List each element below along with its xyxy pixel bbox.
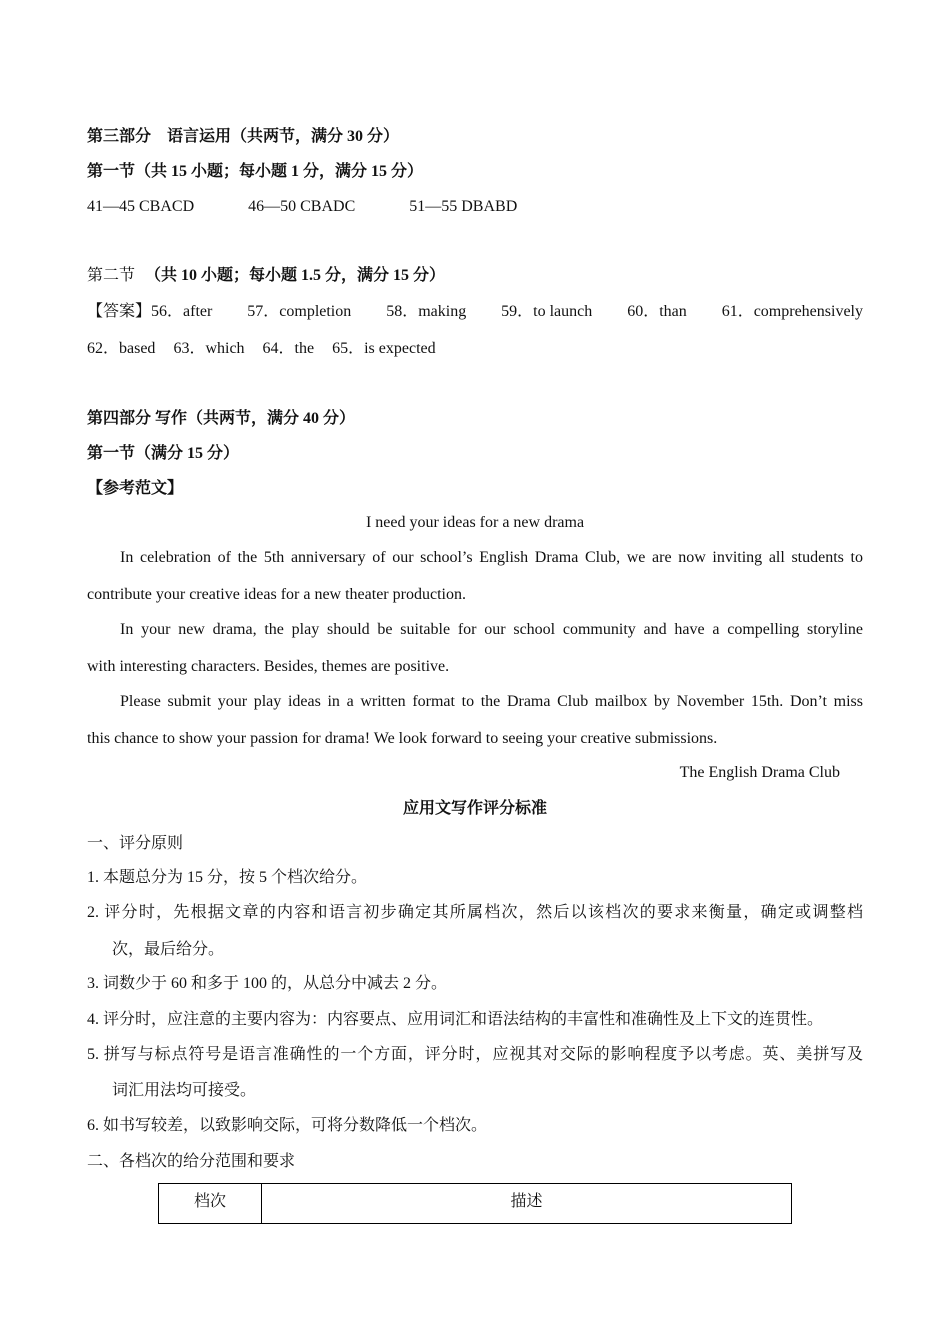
blank-answer: 64．the — [262, 340, 315, 357]
answer-tag: 【答案】 — [87, 303, 152, 320]
section1-answers — [87, 197, 863, 217]
blank-answer: 58．making — [386, 303, 467, 320]
essay-paragraph-1-line-1: In celebration of the 5th anniversary of our school’s English Drama Club, we are now inviting all students to — [120, 549, 863, 566]
blank-answers-line-1 — [87, 302, 863, 322]
blank-answer: 63．which — [173, 340, 245, 357]
blank-answers-line-2 — [87, 339, 863, 359]
rubric-title: 应用文写作评分标准 — [402, 800, 547, 817]
section2-title: （共 10 小题；每小题 1.5 分，满分 15 分） — [145, 267, 446, 284]
blank-answer: 61．comprehensively — [721, 303, 863, 320]
blank-answer: 62．based — [87, 340, 156, 357]
part3-section2-heading — [87, 266, 863, 286]
score-ranges-title: 二、各档次的给分范围和要求 — [87, 1153, 296, 1170]
blank-answer: 60．than — [627, 303, 687, 320]
blank-answer: 59．to launch — [501, 303, 593, 320]
essay-title: I need your ideas for a new drama — [365, 514, 585, 531]
section2-label: 第二节 — [87, 267, 136, 284]
principles-title: 一、评分原则 — [87, 835, 184, 852]
table-header-level: 档次 — [159, 1184, 262, 1224]
rule-5-line-2: 词汇用法均可接受。 — [112, 1082, 257, 1099]
table-header-row — [159, 1184, 792, 1224]
essay-signature: The English Drama Club — [679, 764, 840, 781]
blank-answer: 57．completion — [247, 303, 352, 320]
part3-section1-title: 第一节（共 15 小题；每小题 1 分，满分 15 分） — [87, 163, 424, 180]
rule-2-line-2: 次，最后给分。 — [112, 941, 225, 958]
rule-6: 6. 如书写较差，以致影响交际，可将分数降低一个档次。 — [87, 1117, 488, 1134]
part4-title: 第四部分 写作（共两节，满分 40 分） — [87, 410, 356, 427]
essay-paragraph-3-line-1: Please submit your play ideas in a written format to the Drama Club mailbox by November 15th. Don’t miss — [120, 693, 863, 710]
rule-5-line-1: 5. 拼写与标点符号是语言准确性的一个方面，评分时，应视其对交际的影响程度予以考虑。英、美拼写及 — [87, 1046, 863, 1063]
answer-group-2: 46—50 CBADC — [248, 198, 356, 215]
essay-paragraph-2-line-2: with interesting characters. Besides, themes are positive. — [87, 658, 450, 675]
blank-answer: 65．is expected — [332, 340, 436, 357]
grading-table — [158, 1183, 792, 1224]
answer-group-3: 51—55 DBABD — [409, 198, 518, 215]
rule-1: 1. 本题总分为 15 分，按 5 个档次给分。 — [87, 869, 368, 886]
table-header-description: 描述 — [262, 1184, 792, 1224]
answer-group-1: 41—45 CBACD — [87, 198, 195, 215]
rule-3: 3. 词数少于 60 和多于 100 的，从总分中减去 2 分。 — [87, 975, 448, 992]
essay-paragraph-2-line-1: In your new drama, the play should be suitable for our school community and have a compelling storyline — [120, 621, 863, 638]
rule-2-line-1: 2. 评分时，先根据文章的内容和语言初步确定其所属档次，然后以该档次的要求来衡量，确定或调整档 — [87, 904, 863, 921]
part3-title: 第三部分 语言运用（共两节，满分 30 分） — [87, 128, 400, 145]
blank-answer: 56．after — [151, 303, 213, 320]
essay-paragraph-3-line-2: this chance to show your passion for drama! We look forward to seeing your creative submissions. — [87, 730, 718, 747]
sample-essay-tag: 【参考范文】 — [87, 480, 184, 497]
part4-section1-title: 第一节（满分 15 分） — [87, 445, 240, 462]
essay-paragraph-1-line-2: contribute your creative ideas for a new theater production. — [87, 586, 466, 603]
rule-4: 4. 评分时，应注意的主要内容为：内容要点、应用词汇和语法结构的丰富性和准确性及上下文的连贯性。 — [87, 1011, 824, 1028]
